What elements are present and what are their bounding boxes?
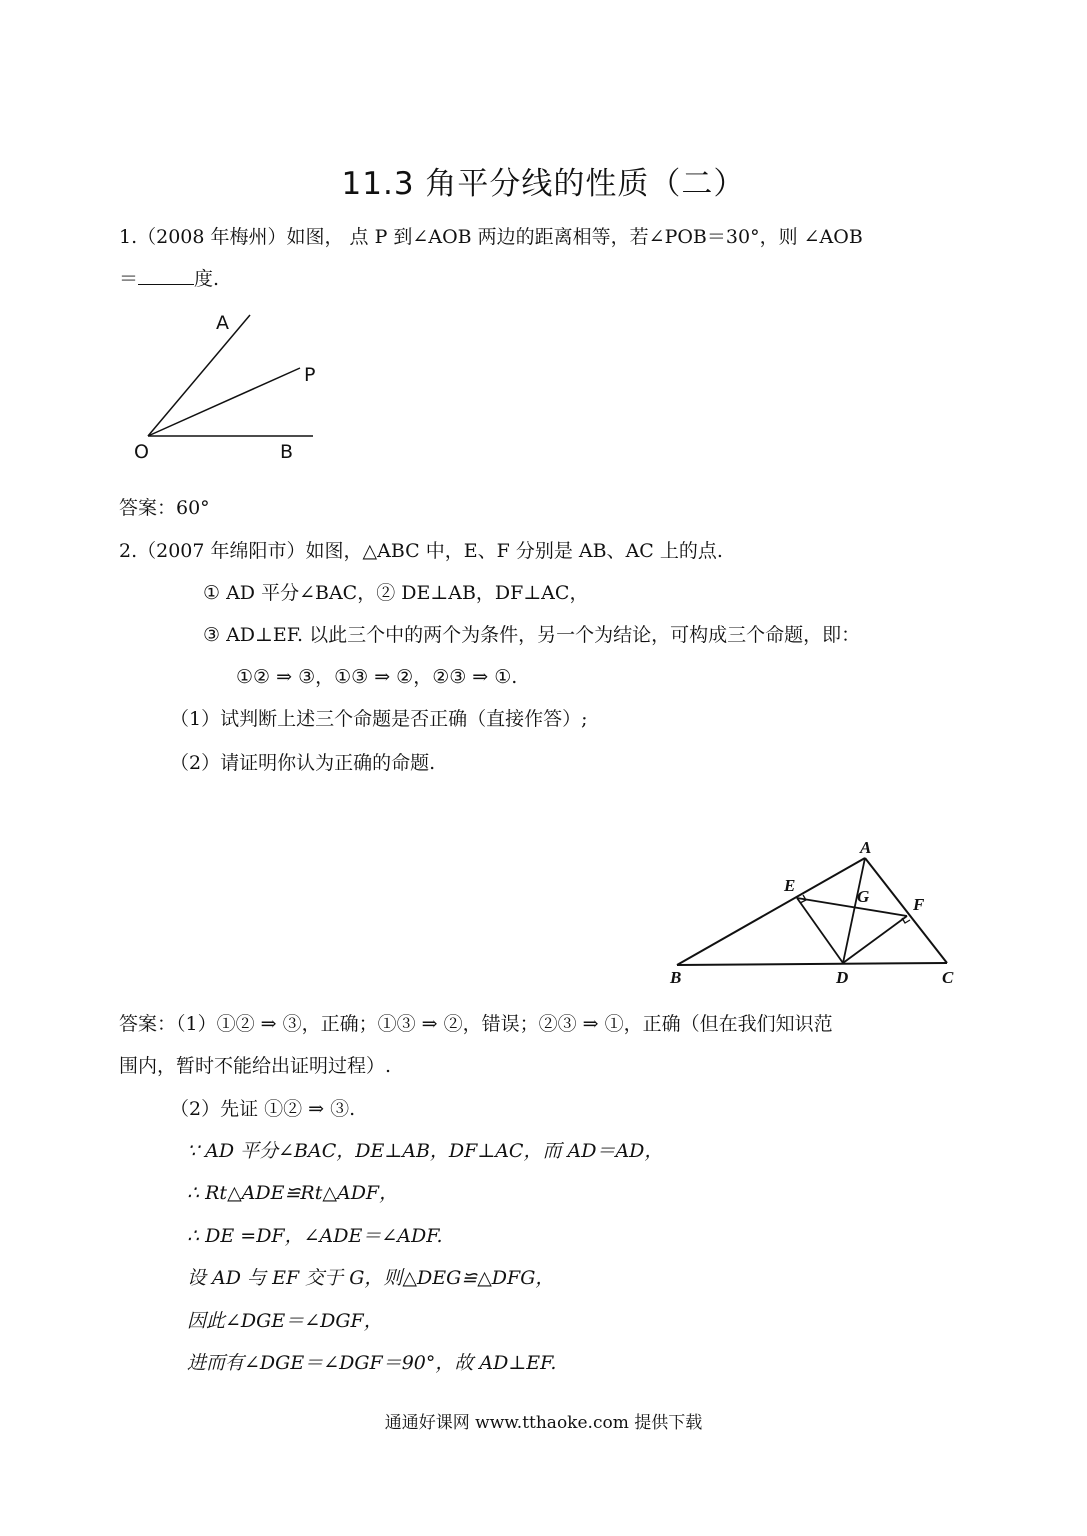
q2-condition-1: ① AD 平分∠BAC，② DE⊥AB，DF⊥AC， xyxy=(203,582,589,604)
side-bc xyxy=(677,963,947,965)
q2-subquestion-2: （2）请证明你认为正确的命题. xyxy=(170,752,436,774)
label-e: E xyxy=(784,876,796,895)
segment-df xyxy=(843,916,907,963)
q2-subquestion-1: （1）试判断上述三个命题是否正确（直接作答）; xyxy=(170,708,588,730)
q1-text-line2 xyxy=(119,266,219,292)
proof-line: 设 AD 与 EF 交于 G，则△DEG≌△DFG， xyxy=(187,1267,555,1289)
label-o: O xyxy=(134,441,149,463)
q1-angle-figure xyxy=(120,300,350,470)
label-f: F xyxy=(913,895,925,914)
footer-credit: 通通好课网 www.tthaoke.com 提供下载 xyxy=(384,1413,703,1433)
proof-line: 因此∠DGE＝∠DGF， xyxy=(187,1310,383,1332)
proof-line: 进而有∠DGE＝∠DGF＝90°，故 AD⊥EF. xyxy=(187,1352,557,1374)
label-b: B xyxy=(670,968,682,987)
side-ab xyxy=(677,858,865,965)
segment-de xyxy=(797,898,843,963)
segment-ad xyxy=(843,858,865,963)
q2-answer-line1: 答案：（1）①② ⇒ ③，正确；①③ ⇒ ②，错误；②③ ⇒ ①，正确（但在我们知识范 xyxy=(119,1013,833,1035)
q1-unit: 度. xyxy=(194,268,220,290)
label-b: B xyxy=(280,441,294,463)
ray-oa xyxy=(148,315,250,436)
label-p: P xyxy=(304,364,316,386)
page-title: 11.3 角平分线的性质（二） xyxy=(341,166,746,202)
label-d: D xyxy=(836,968,849,987)
q2-propositions: ①② ⇒ ③，①③ ⇒ ②，②③ ⇒ ①. xyxy=(236,666,518,688)
label-a: A xyxy=(216,312,229,334)
q1-answer-blank xyxy=(138,266,194,285)
q2-condition-2: ③ AD⊥EF. 以此三个中的两个为条件，另一个为结论，可构成三个命题，即： xyxy=(203,624,861,646)
label-c: C xyxy=(942,968,954,987)
q1-equals: ＝ xyxy=(119,268,139,290)
label-g: G xyxy=(857,887,870,906)
q1-answer: 答案：60° xyxy=(119,497,210,519)
right-angle-mark-f xyxy=(902,918,910,923)
proof-line: （2）先证 ①② ⇒ ③. xyxy=(170,1098,356,1120)
label-a: A xyxy=(860,838,872,857)
proof-line: ∵ AD 平分∠BAC，DE⊥AB，DF⊥AC，而 AD＝AD， xyxy=(187,1140,664,1162)
proof-line: ∴ Rt△ADE≌Rt△ADF， xyxy=(187,1182,399,1204)
proof-line: ∴ DE =DF，∠ADE＝∠ADF. xyxy=(187,1225,443,1247)
ray-op xyxy=(148,368,300,436)
q2-intro: 2.（2007 年绵阳市）如图，△ABC 中，E、F 分别是 AB、AC 上的点. xyxy=(119,540,723,562)
q2-answer-line2: 围内，暂时不能给出证明过程）. xyxy=(119,1055,392,1077)
q1-text-line1: 1.（2008 年梅州）如图， 点 P 到∠AOB 两边的距离相等，若∠POB＝30°，则 ∠AOB xyxy=(119,226,863,248)
segment-ef xyxy=(797,898,907,916)
q2-triangle-figure xyxy=(660,830,970,995)
